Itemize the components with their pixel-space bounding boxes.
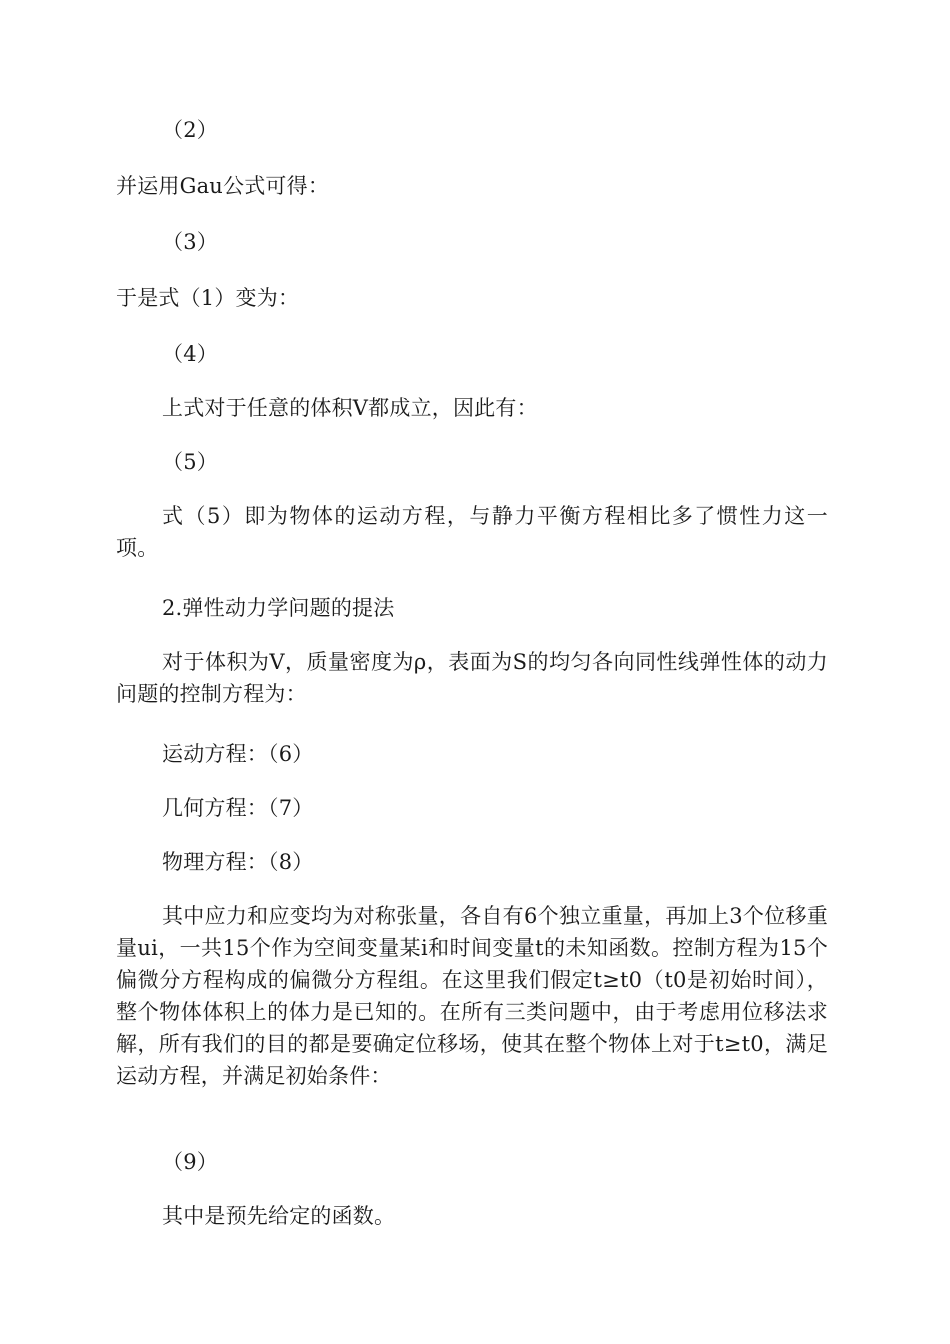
paragraph-unknowns: 其中应力和应变均为对称张量，各自有6个独立重量，再加上3个位移重量ui，一共15个作为空间变量某i和时间变量t的未知函数。控制方程为15个偏微分方程构成的偏微分方程组。在这里我们假定t≥t0（t0是初始时间），整个物体体积上的体力是已知的。在所有三类问题中，由于考虑用位移法求解，所有我们的目的都是要确定位移场，使其在整个物体上对于t≥t0，满足运动方程，并满足初始条件： — [116, 904, 828, 1088]
paragraph-given-functions: 其中是预先给定的函数。 — [162, 1204, 396, 1228]
paragraph-any-volume: 上式对于任意的体积Ⅴ都成立，因此有： — [162, 396, 538, 420]
equation-label-4: （4） — [162, 342, 218, 366]
equation-label-9: （9） — [162, 1150, 218, 1174]
equation-label-2: （2） — [162, 118, 218, 142]
section-heading-2: 2.弹性动力学问题的提法 — [162, 596, 395, 620]
equation-label-5: （5） — [162, 450, 218, 474]
paragraph-motion-equation: 式（5）即为物体的运动方程，与静力平衡方程相比多了惯性力这一项。 — [116, 504, 828, 560]
equation-label-8: 物理方程：（8） — [162, 850, 314, 874]
equation-label-3: （3） — [162, 230, 218, 254]
paragraph-eq1-becomes: 于是式（1）变为： — [116, 286, 300, 310]
paragraph-volume-definition: 对于体积为Ⅴ，质量密度为ρ，表面为S的均匀各向同性线弹性体的动力问题的控制方程为： — [116, 650, 828, 706]
paragraph-gauss-formula: 并运用Gau公式可得： — [116, 174, 330, 198]
equation-label-6: 运动方程：（6） — [162, 742, 314, 766]
equation-label-7: 几何方程：（7） — [162, 796, 314, 820]
